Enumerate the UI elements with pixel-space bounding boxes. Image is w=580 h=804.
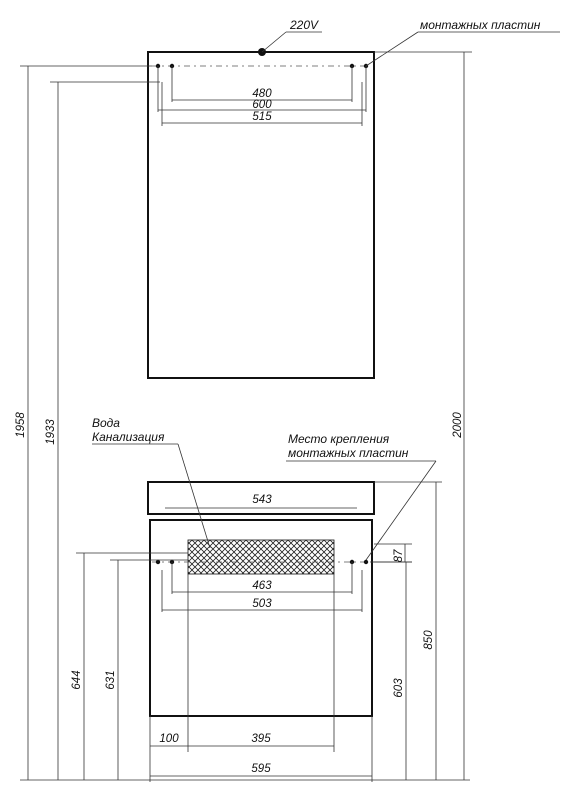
dim-2000: 2000 xyxy=(452,412,464,438)
lower-mount-point-left-outer xyxy=(156,560,160,564)
dim-631: 631 xyxy=(105,670,117,690)
power-leader xyxy=(262,32,286,52)
dim-850: 850 xyxy=(423,630,435,650)
dim-603: 603 xyxy=(393,678,405,698)
mount-top-label: монтажных пластин xyxy=(420,18,541,32)
dim-395: 395 xyxy=(251,733,271,745)
plumbing-zone xyxy=(188,540,334,574)
dim-644: 644 xyxy=(71,670,83,690)
dim-543: 543 xyxy=(252,494,272,506)
mount-top-leader xyxy=(366,32,418,66)
dim-463: 463 xyxy=(252,580,272,592)
dim-1958: 1958 xyxy=(15,412,27,438)
mount-plates-label: монтажных пластин xyxy=(288,446,409,460)
lower-mount-point-right-outer xyxy=(364,560,368,564)
dim-600: 600 xyxy=(252,99,272,111)
power-label: 220V xyxy=(290,18,319,32)
dim-515: 515 xyxy=(252,111,272,123)
upper-cabinet xyxy=(148,48,374,378)
water-label: Вода xyxy=(92,416,120,430)
mount-leader xyxy=(366,461,436,563)
dim-1933: 1933 xyxy=(45,419,57,445)
lower-cabinet xyxy=(71,482,442,782)
dim-87: 87 xyxy=(393,549,405,563)
dim-503: 503 xyxy=(252,598,272,610)
dim-595: 595 xyxy=(251,763,271,775)
dim-100: 100 xyxy=(159,733,179,745)
dim-480: 480 xyxy=(252,88,272,100)
sewer-label: Канализация xyxy=(92,430,165,444)
mount-place-label: Место крепления xyxy=(288,432,390,446)
